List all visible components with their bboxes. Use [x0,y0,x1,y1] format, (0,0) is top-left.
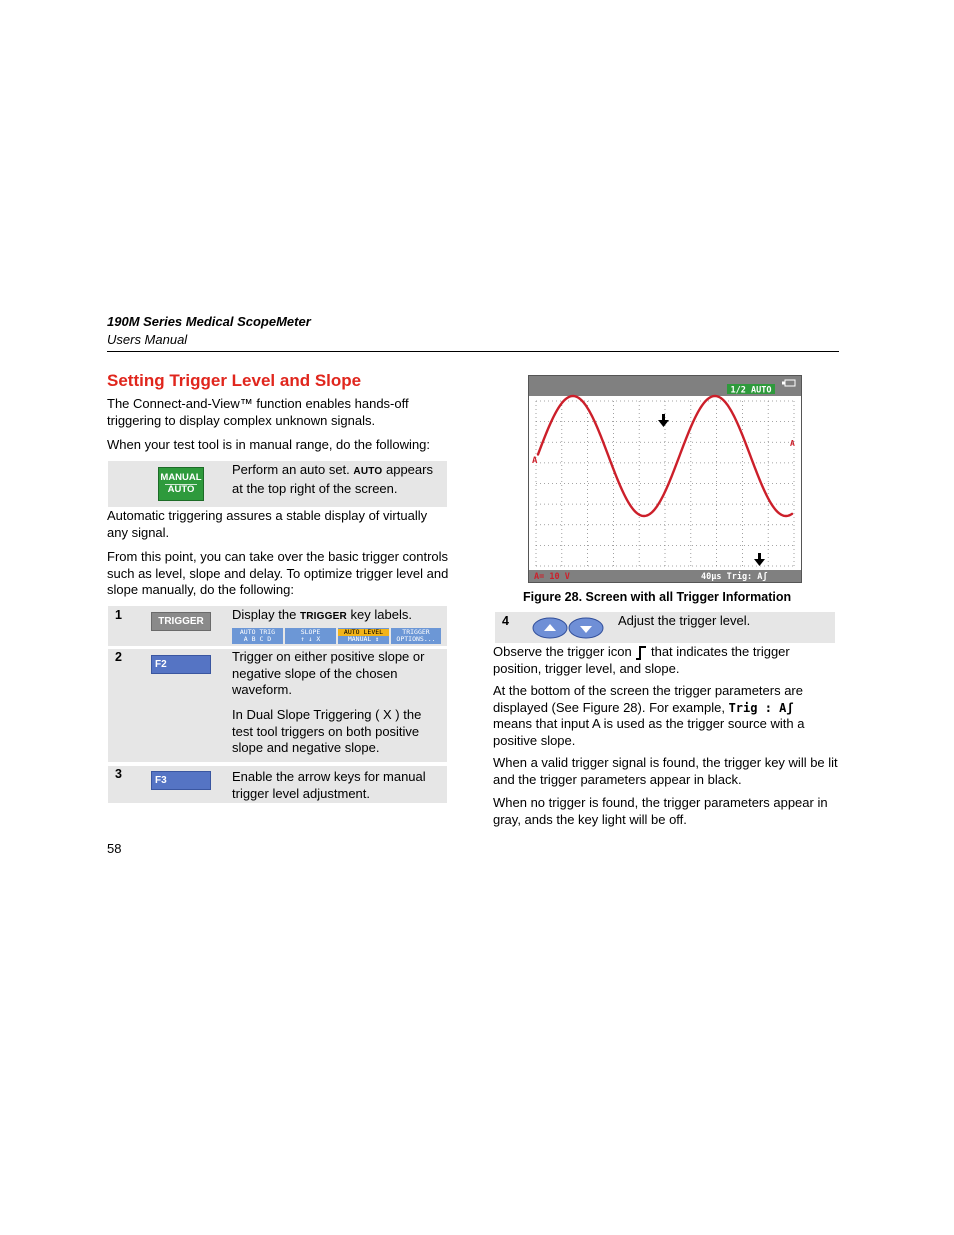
autoset-text-post: appears at the top right of the screen. [232,462,433,496]
arrow-down-key[interactable] [569,618,603,638]
softkey-slope-top: SLOPE [300,628,321,636]
section-title: Setting Trigger Level and Slope [107,371,362,390]
running-header-title: 190M Series Medical ScopeMeter [107,314,311,329]
trigger-softkey-bar [232,628,441,644]
auto-range-badge-text: 1/2 AUTO [730,385,772,396]
arrow-keys [532,617,604,639]
trigger-icon-paragraph [493,644,833,677]
trigger-icon [635,646,647,660]
step1-text-pre: Display the [232,607,297,622]
autoset-step-text [232,462,442,497]
trigger-parameters-text-post: means that input A is used as the trigger source with a positive slope. [493,716,805,748]
f3-key[interactable]: F3 [151,771,211,790]
trigger-parameters-text-pre: At the bottom of the screen the trigger parameters are displayed (See Figure 28). For example, [493,683,803,715]
f2-key[interactable]: F2 [151,655,211,674]
scope-screen-figure [528,375,802,583]
autoset-text-pre: Perform an auto set. [232,462,350,477]
trigger-icon-text-pre: Observe the trigger icon [493,644,632,659]
trigger-key[interactable]: TRIGGER [151,612,211,631]
channel-a-scale-readout: A= 10 V [534,572,570,582]
auto-key-label: AUTO [165,484,197,495]
manual-trigger-paragraph: From this point, you can take over the basic trigger controls such as level, slope and delay. To optimize trigger level and slope manually, do the following: [107,549,449,597]
step1-number: 1 [115,608,122,622]
manual-range-paragraph: When your test tool is in manual range, do the following: [107,437,431,452]
step1-text [232,607,442,626]
header-rule [107,351,839,352]
softkey-auto-level-bottom: MANUAL ↕ [347,635,380,643]
step3-number: 3 [115,767,122,781]
running-header-subtitle: Users Manual [107,332,188,347]
softkey-auto-trig-top: AUTO TRIG [239,628,276,636]
softkey-slope[interactable] [285,628,336,644]
auto-trigger-paragraph: Automatic triggering assures a stable display of virtually any signal. [107,508,428,540]
intro-paragraph: The Connect-and-View™ function enables hands-off triggering to display complex unknown signals. [107,396,409,428]
no-trigger-paragraph: When no trigger is found, the trigger parameters appear in gray, ands the key light will be off. [493,795,828,827]
auto-smallcaps: AUTO [353,466,383,477]
valid-trigger-paragraph: When a valid trigger signal is found, the trigger key will be lit and the trigger parameters appear in black. [493,755,838,787]
manual-auto-key[interactable] [158,467,204,501]
softkey-auto-level-top: AUTO LEVEL [338,629,389,636]
softkey-auto-trig-bottom: A B C D [243,635,272,643]
step4-text: Adjust the trigger level. [618,613,751,628]
trigger-parameters-paragraph [493,683,833,749]
softkey-trigger-options-top: TRIGGER [402,628,430,636]
step3-text: Enable the arrow keys for manual trigger level adjustment. [232,769,426,801]
trigger-smallcaps: TRIGGER [299,611,347,622]
softkey-trigger-options[interactable] [391,628,441,644]
channel-a-end-marker: A [790,439,795,448]
trig-example-readout: Trig : Aʃ [728,700,794,715]
softkey-trigger-options-bottom: OPTIONS... [396,635,436,643]
manual-key-label: MANUAL [160,472,202,483]
arrow-up-key[interactable] [533,618,567,638]
page-number: 58 [107,841,122,856]
softkey-slope-bottom: ↑ ↓ X [300,635,321,643]
figure-caption: Figure 28. Screen with all Trigger Information [523,590,792,604]
step2-dual-slope-text: In Dual Slope Triggering ( X ) the test tool triggers on both positive slope and negative slope. [232,707,422,755]
softkey-auto-level[interactable] [338,628,389,644]
step4-number: 4 [502,614,509,628]
step2-text: Trigger on either positive slope or negative slope of the chosen waveform. [232,649,425,697]
channel-a-level-marker: A [532,456,538,466]
step2-number: 2 [115,650,122,664]
softkey-auto-trig[interactable] [232,628,283,644]
step1-text-post: key labels. [350,607,412,622]
trigger-icon-text-post: that indicates the trigger position, trigger level, and slope. [493,644,790,676]
timebase-trigger-readout: 40µs Trig: Aʃ [701,572,768,582]
